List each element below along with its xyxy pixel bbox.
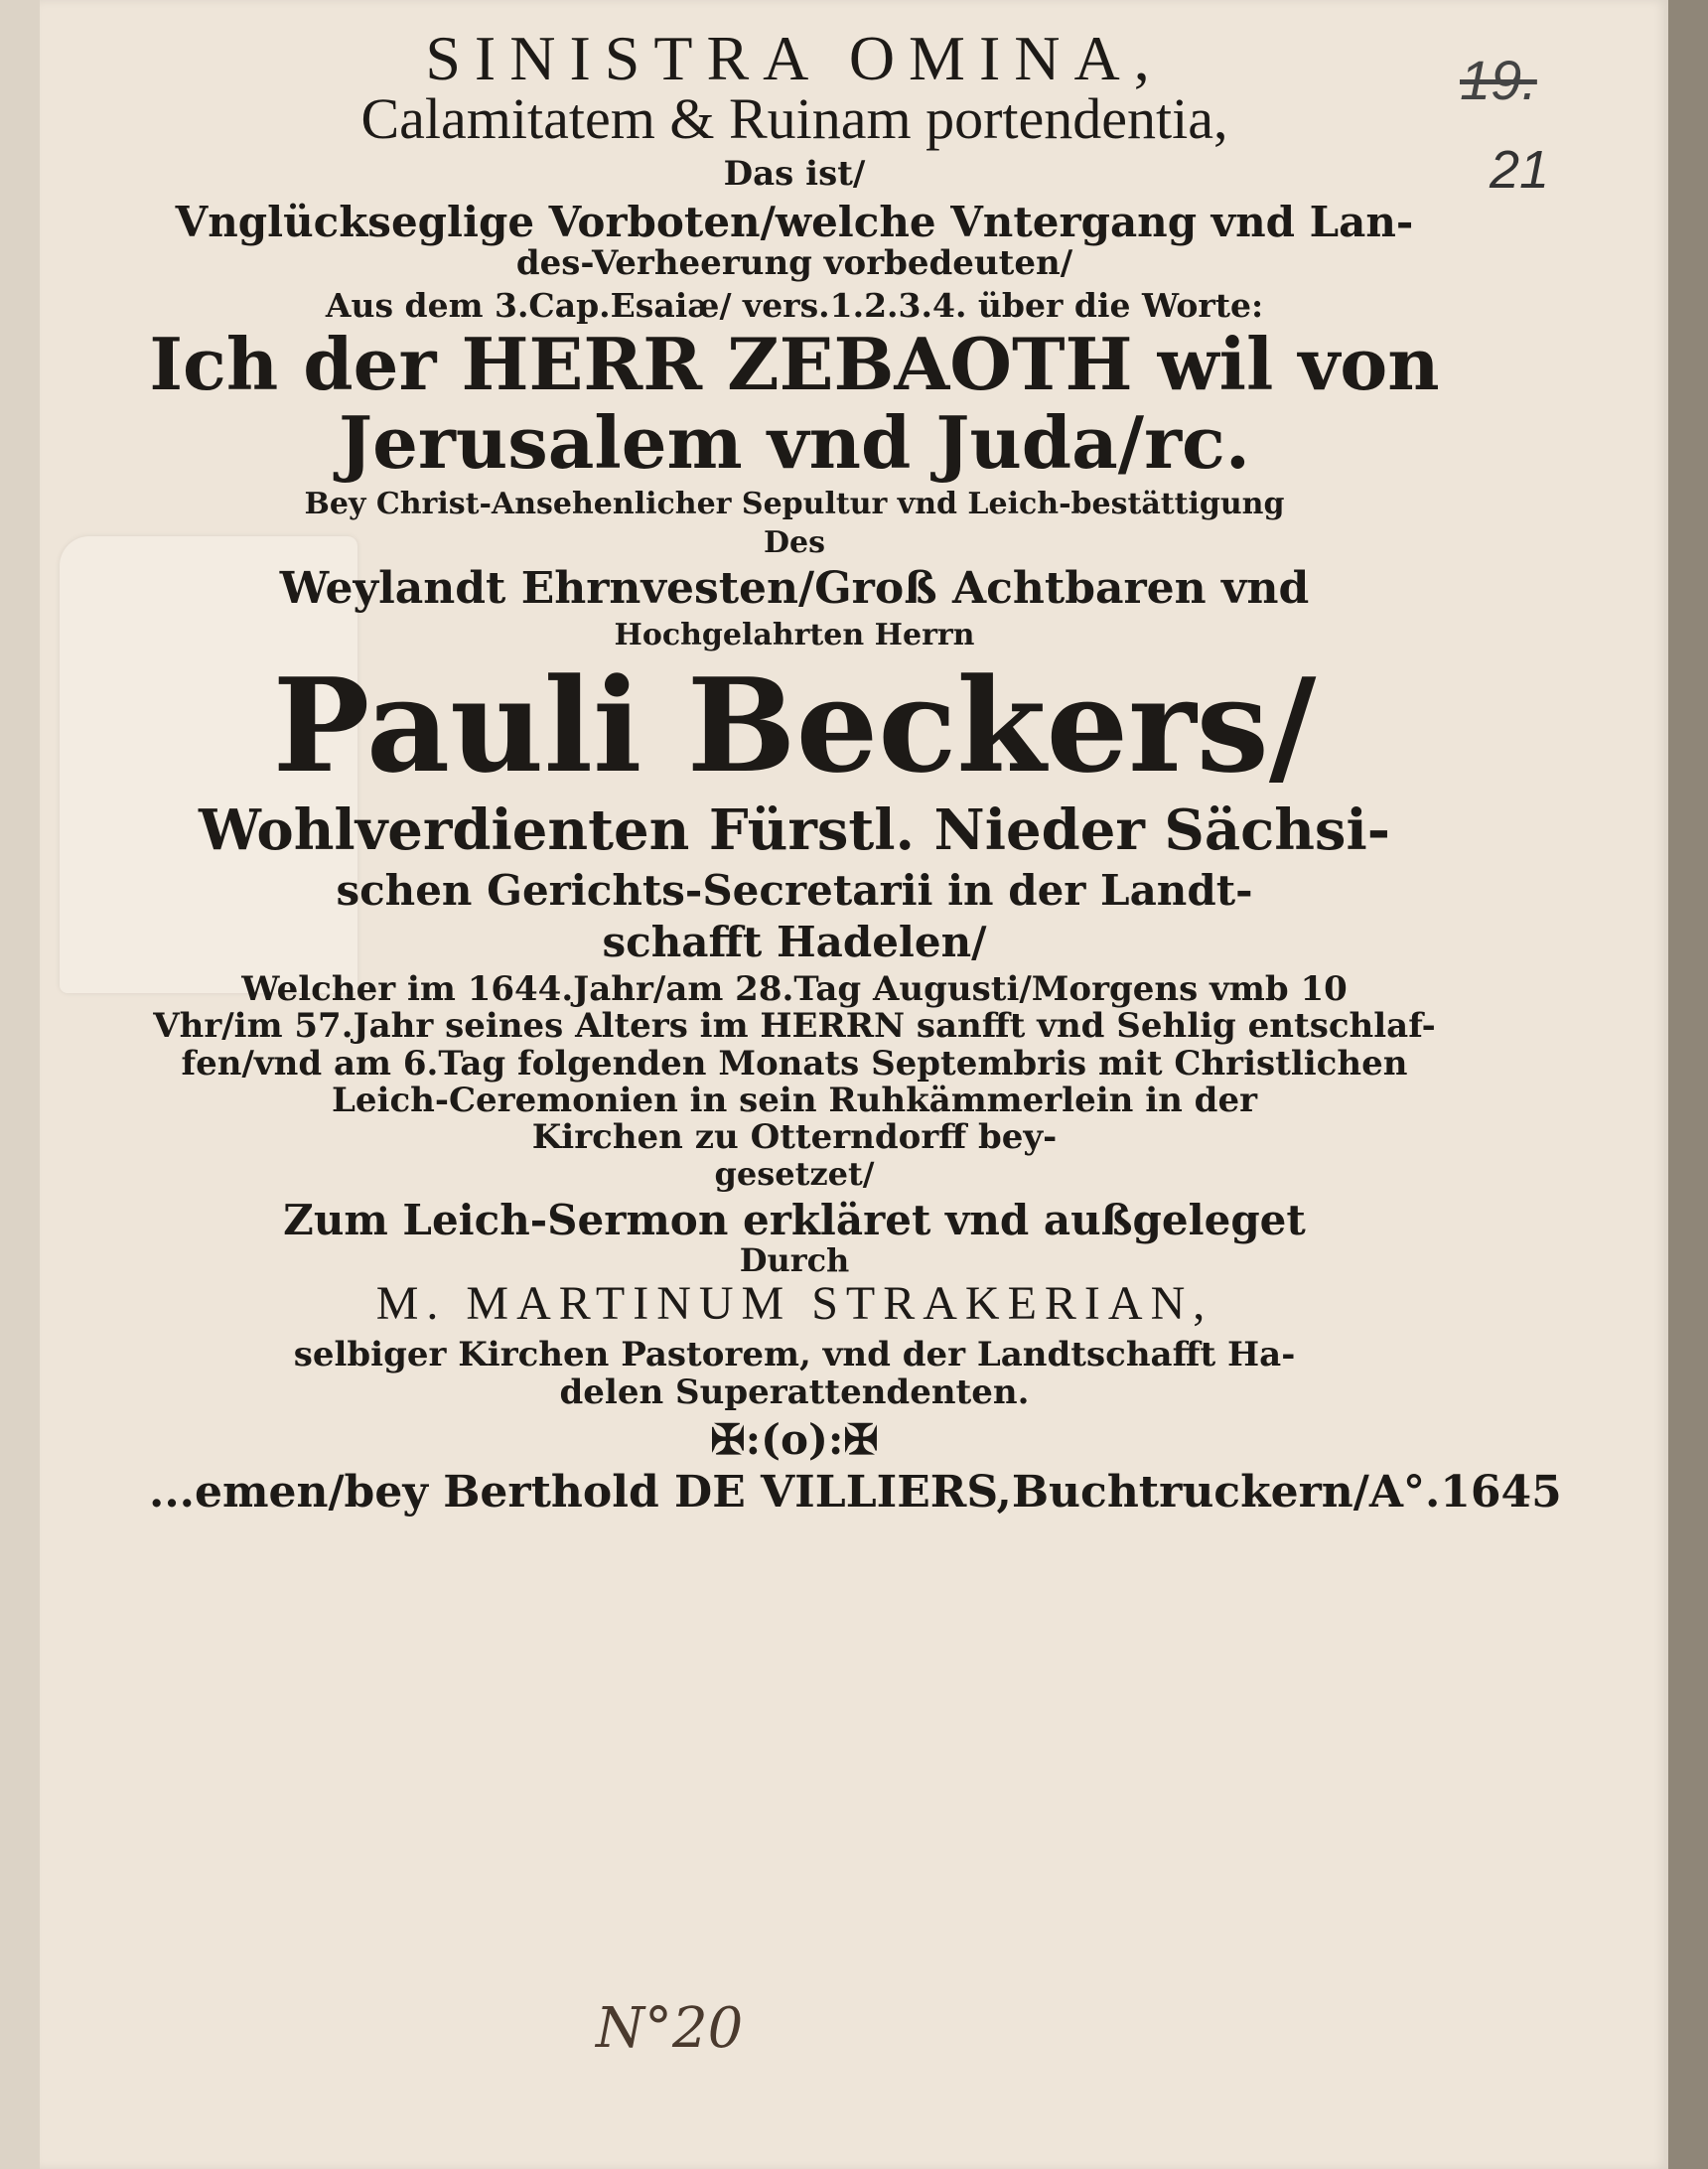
title-line-27: delen Superattendenten.: [559, 1372, 1030, 1412]
binding-edge: [0, 0, 42, 2169]
shelf-mark-old: 19.: [1460, 49, 1537, 111]
title-line-11: Weylandt Ehrnvesten/Groß Achtbaren vnd: [279, 563, 1310, 615]
title-line-4: Vnglückseglige Vorboten/welche Vntergang vnd Lan-: [175, 197, 1414, 246]
title-line-26: selbiger Kirchen Pastorem, vnd der Landtschafft Ha-: [293, 1335, 1296, 1375]
title-line-3: Das ist/: [723, 154, 866, 195]
title-line-18: Vhr/im 57.Jahr seines Alters im HERRN sanfft vnd Sehlig entschlaf-: [153, 1006, 1436, 1047]
deceased-name: Pauli Beckers/: [272, 650, 1317, 802]
handwritten-number-note: N°20: [596, 1996, 744, 2061]
title-line-7: Ich der HERR ZEBAOTH wil von: [149, 321, 1440, 406]
author-name: M. MARTINUM STRAKERIAN,: [375, 1277, 1213, 1331]
title-line-1: SINISTRA OMINA,: [425, 23, 1164, 93]
title-line-15: schen Gerichts-Secretarii in der Landt-: [336, 865, 1253, 915]
title-line-23: Zum Leich-Sermon erkläret vnd außgeleget: [283, 1196, 1306, 1245]
title-line-21: Kirchen zu Otterndorff bey-: [531, 1117, 1058, 1158]
page-edge-shadow: [1668, 0, 1708, 2169]
title-line-2: Calamitatem & Ruinam portendentia,: [360, 85, 1228, 151]
title-line-8: Jerusalem vnd Juda/rc.: [339, 399, 1250, 485]
title-line-14: Wohlverdienten Fürstl. Nieder Sächsi-: [199, 796, 1390, 863]
printer-ornament: ✠:(o):✠: [710, 1414, 879, 1464]
title-line-17: Welcher im 1644.Jahr/am 28.Tag Augusti/Morgens vmb 10: [241, 968, 1348, 1009]
title-line-9: Bey Christ-Ansehenlicher Sepultur vnd Leich-bestättigung: [304, 487, 1285, 522]
title-line-22: gesetzet/: [714, 1154, 875, 1193]
title-line-12: Hochgelahrten Herrn: [614, 618, 975, 653]
title-line-16: schafft Hadelen/: [602, 917, 987, 966]
title-line-24: Durch: [739, 1241, 850, 1280]
title-line-10: Des: [764, 525, 825, 561]
imprint-line: ...emen/bey Berthold DE VILLIERS,Buchtruckern/A°.1645: [149, 1467, 1562, 1518]
title-line-19: fen/vnd am 6.Tag folgenden Monats Septembris mit Christlichen: [181, 1043, 1408, 1084]
shelf-mark-new: 21: [1490, 140, 1550, 200]
title-line-6: Aus dem 3.Cap.Esaiæ/ vers.1.2.3.4. über die Worte:: [325, 286, 1264, 326]
title-line-5: des-Verheerung vorbedeuten/: [515, 242, 1073, 283]
title-line-20: Leich-Ceremonien in sein Ruhkämmerlein in der: [331, 1081, 1257, 1121]
